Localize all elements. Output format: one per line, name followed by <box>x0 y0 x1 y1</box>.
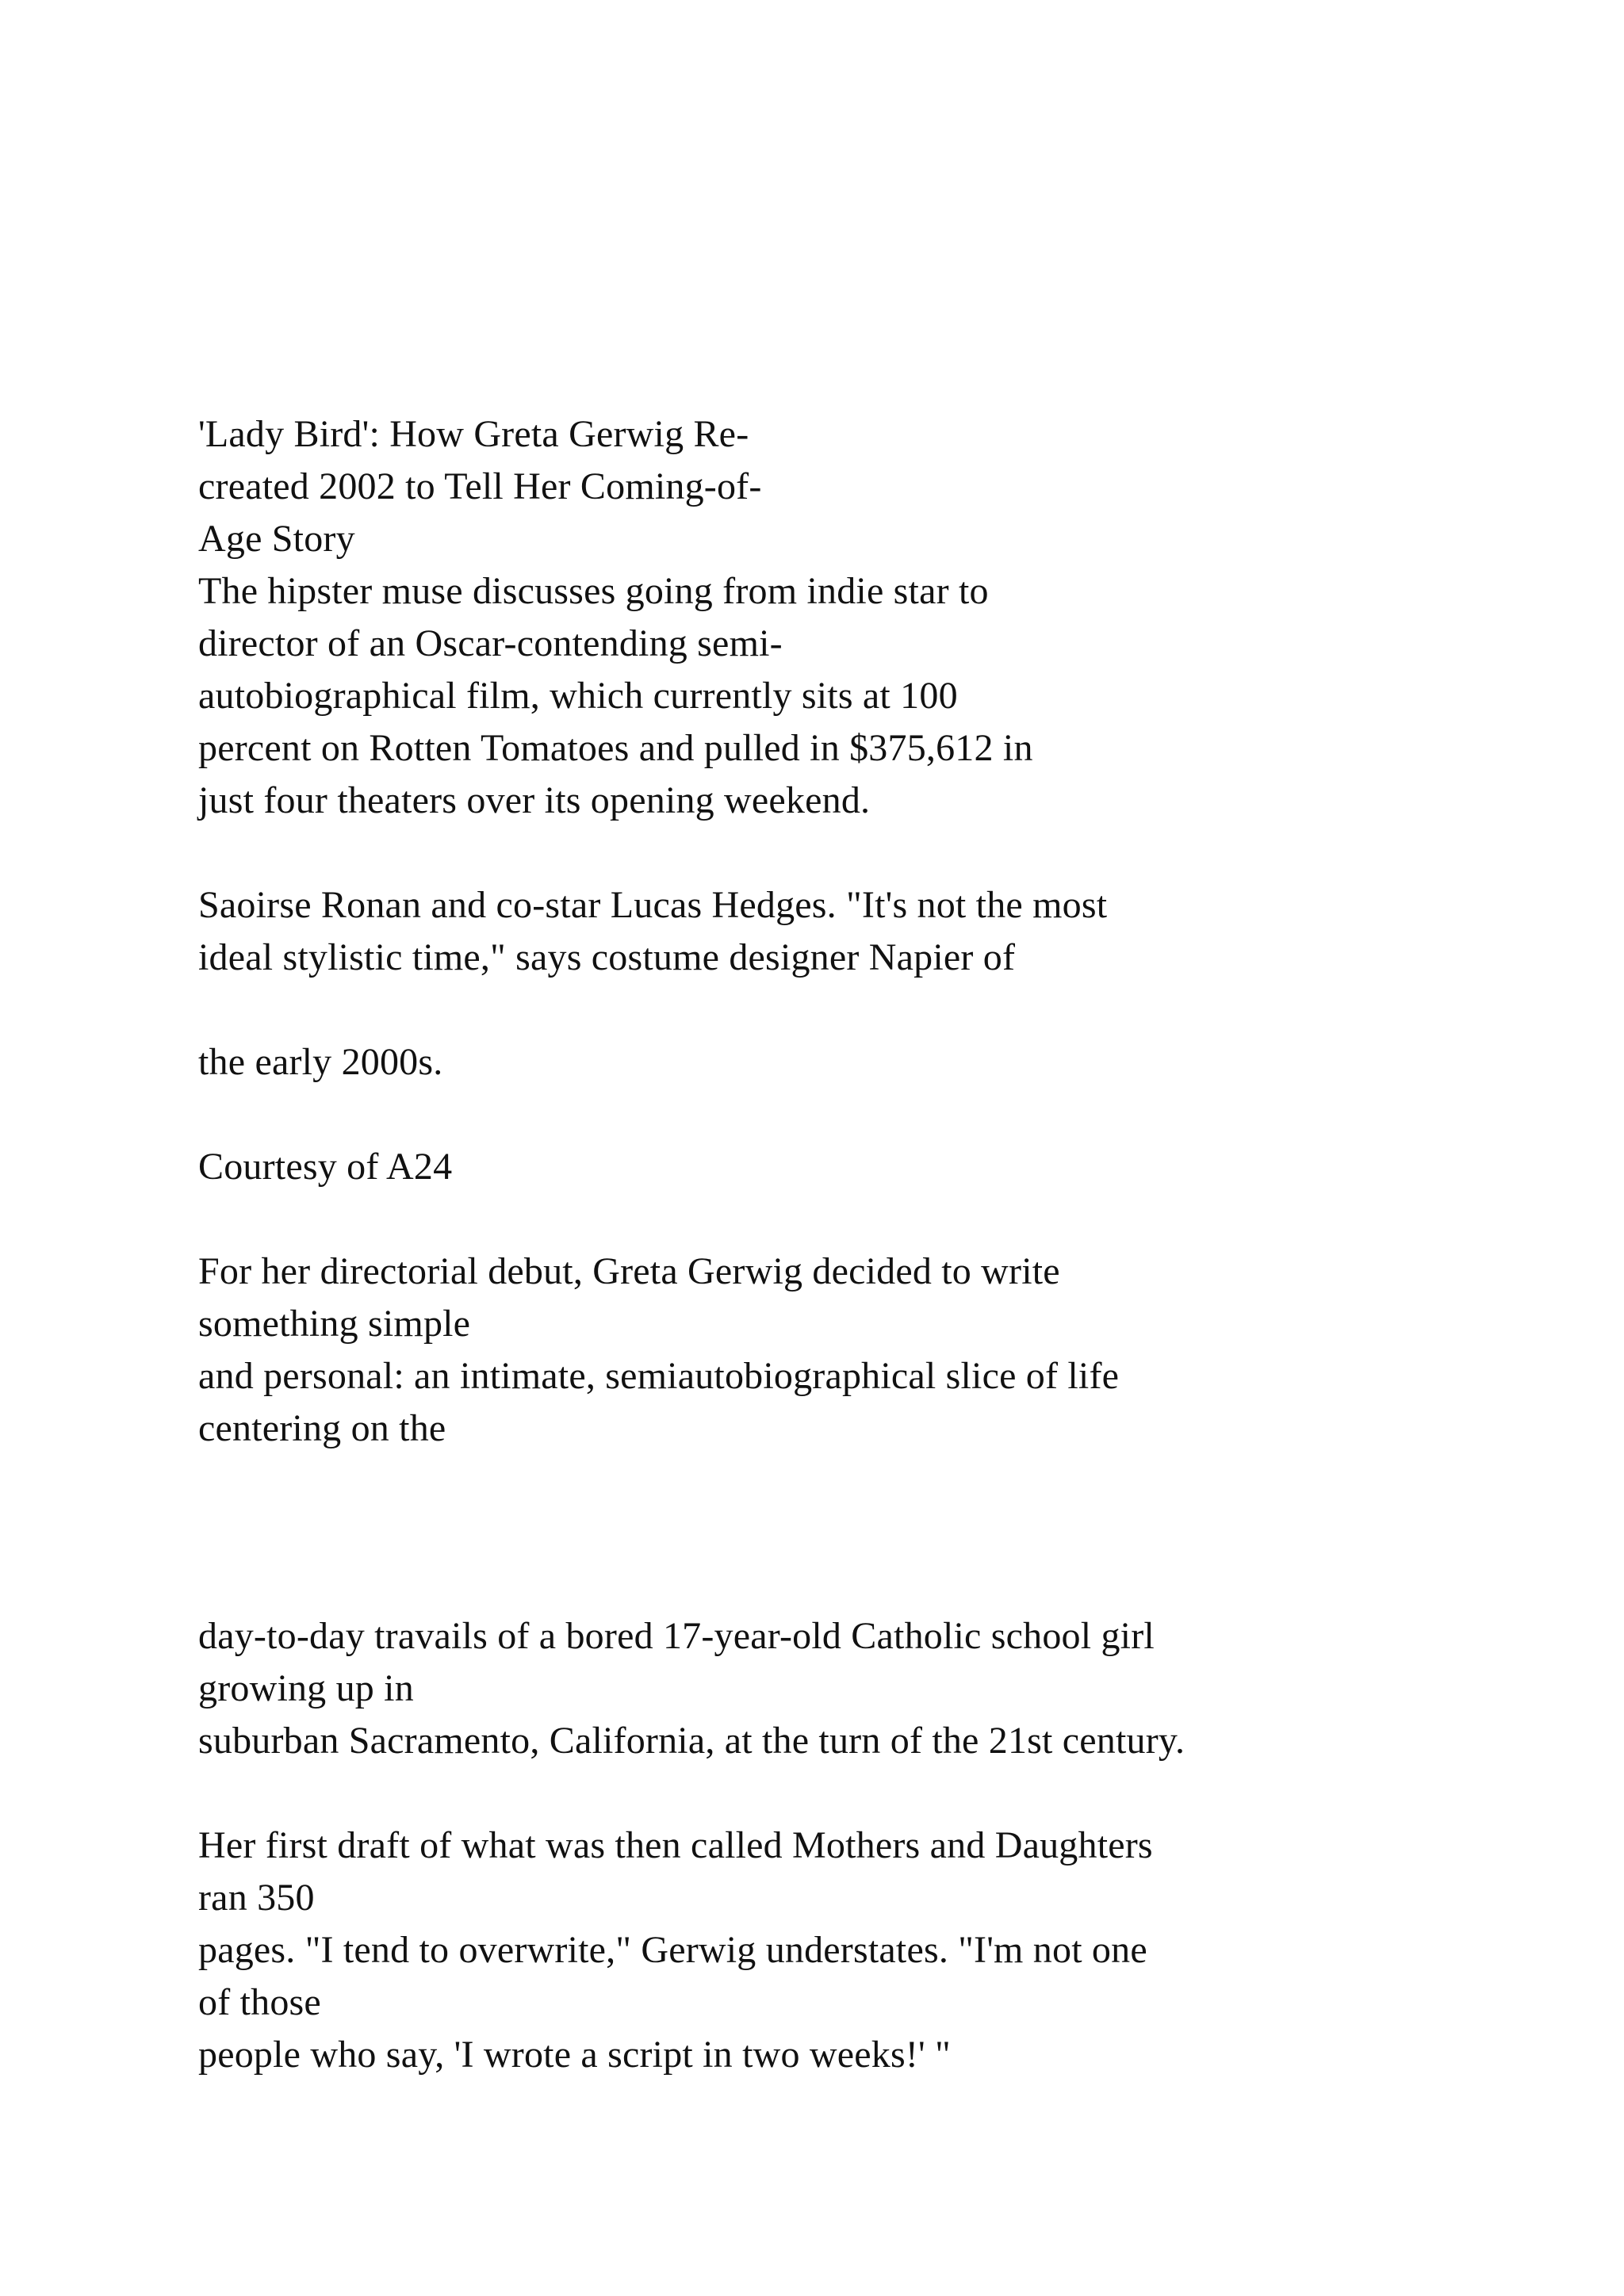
body-paragraph-line: people who say, 'I wrote a script in two weeks!' " <box>198 2034 951 2076</box>
body-paragraph-line: pages. "I tend to overwrite," Gerwig understates. "I'm not one <box>198 1929 1147 1971</box>
body-paragraph-line: of those <box>198 1981 321 2023</box>
photo-caption-tail: the early 2000s. <box>198 1041 443 1083</box>
article-title-line: created 2002 to Tell Her Coming-of- <box>198 465 762 507</box>
article-subtitle-line: autobiographical film, which currently sits at 100 <box>198 675 958 717</box>
body-paragraph-line: day-to-day travails of a bored 17-year-old Catholic school girl <box>198 1615 1155 1657</box>
photo-caption-line: Saoirse Ronan and co-star Lucas Hedges. "It's not the most <box>198 884 1108 926</box>
body-paragraph-line: suburban Sacramento, California, at the turn of the 21st century. <box>198 1720 1185 1762</box>
body-paragraph-line: For her directorial debut, Greta Gerwig decided to write <box>198 1250 1060 1292</box>
body-paragraph-line: growing up in <box>198 1667 414 1709</box>
article-subtitle-line: just four theaters over its opening weekend. <box>198 779 871 821</box>
body-paragraph-line: ran 350 <box>198 1877 315 1919</box>
body-paragraph-line: Her first draft of what was then called Mothers and Daughters <box>198 1824 1153 1866</box>
article-title-line: Age Story <box>198 518 355 560</box>
body-paragraph-line: and personal: an intimate, semiautobiographical slice of life <box>198 1355 1120 1397</box>
photo-caption-line: ideal stylistic time," says costume designer Napier of <box>198 936 1016 978</box>
article-title-line: 'Lady Bird': How Greta Gerwig Re- <box>198 413 749 455</box>
article-subtitle-line: percent on Rotten Tomatoes and pulled in $375,612 in <box>198 727 1033 769</box>
article-subtitle-line: The hipster muse discusses going from indie star to <box>198 570 989 612</box>
body-paragraph-line: centering on the <box>198 1407 446 1449</box>
body-paragraph-line: something simple <box>198 1303 471 1345</box>
article-subtitle-line: director of an Oscar-contending semi- <box>198 622 783 664</box>
photo-credit: Courtesy of A24 <box>198 1146 453 1188</box>
